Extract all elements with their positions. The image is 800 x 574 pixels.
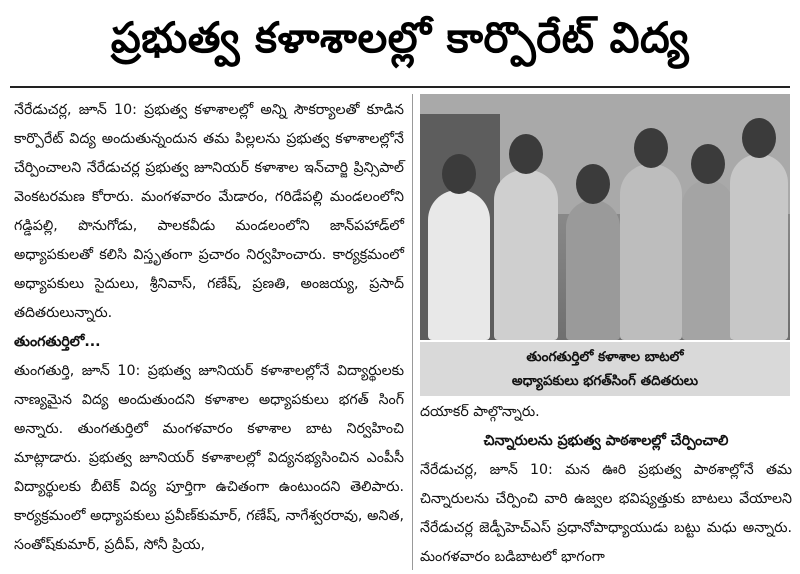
- right-continuation: దయాకర్ పాల్గొన్నారు.: [420, 404, 540, 420]
- column-divider: [412, 94, 413, 570]
- person-6: [730, 154, 788, 340]
- person-4: [620, 164, 682, 340]
- headline-divider: [10, 86, 790, 88]
- caption-line-2: అధ్యాపకులు భగత్‌సింగ్ తదితరులు: [511, 373, 699, 389]
- right-column: [420, 398, 792, 572]
- right-paragraph: నేరేడుచర్ల, జూన్ 10: మన ఊరి ప్రభుత్వ పాఠశాల్లోనే తమ చిన్నారులను చేర్పించి వారి ఉజ్వల భవిష్యత్తుకు బాటలు వేయాలని నేరేడుచర్ల జెడ్పీహెచ్ఎస్ ప్రధానోపాధ్యాయుడు బట్టు మధు అన్నారు. మంగళవారం బడిబాటలో భాగంగా: [420, 462, 792, 565]
- news-photo: [420, 94, 790, 340]
- person-2: [494, 170, 558, 340]
- left-column: [14, 96, 404, 560]
- left-subheading: తుంగతుర్తిలో...: [14, 334, 101, 350]
- photo-caption: [420, 342, 790, 396]
- right-subheading: చిన్నారులను ప్రభుత్వ పాఠశాలల్లో చేర్పించాలి: [483, 433, 729, 449]
- caption-line-1: తుంగతుర్తిలో కళాశాల బాటలో: [526, 349, 684, 365]
- article-headline: ప్రభుత్వ కళాశాలల్లో కార్పొరేట్ విద్య: [110, 13, 690, 62]
- left-paragraph-1: నేరేడుచర్ల, జూన్ 10: ప్రభుత్వ కళాశాలల్లో అన్ని సౌకర్యాలతో కూడిన కార్పొరేట్ విద్య అందుతున్నందున తమ పిల్లలను ప్రభుత్వ కళాశాలల్లోనే చేర్పించాలని నేరేడుచర్ల ప్రభుత్వ జూనియర్ కళాశాల ఇన్‌చార్జి ప్రిన్సిపాల్ వెంకటరమణ కోరారు. మంగళవారం మేడారం, గరిడేపల్లి మండలంలోని గడ్డిపల్లి, పొనుగోడు, పాలకవీడు మండలంలోని జాన్‌పహాడ్‌లో అధ్యాపకులతో కలిసి విస్తృతంగా ప్రచారం నిర్వహించారు. కార్యక్రమంలో అధ్యాపకులు సైదులు, శ్రీనివాస్, గణేష్, ప్రణతి, అంజయ్య, ప్రసాద్ తదితరులున్నారు.: [14, 102, 404, 321]
- person-3: [566, 200, 620, 340]
- left-paragraph-2: తుంగతుర్తి, జూన్ 10: ప్రభుత్వ జూనియర్ కళాశాలల్లోనే విద్యార్థులకు నాణ్యమైన విద్య అందుతుందని కళాశాల అధ్యాపకులు భగత్ సింగ్ అన్నారు. తుంగతుర్తిలో మంగళవారం కళాశాల బాట నిర్వహించి మాట్లాడారు. ప్రభుత్వ జూనియర్ కళాశాలల్లో విద్యనభ్యసించిన ఎంపీసీ విద్యార్థులకు బీటెక్ విద్య పూర్తిగా ఉచితంగా ఉంటుందని తెలిపారు. కార్యక్రమంలో అధ్యాపకులు ప్రవీణ్‌కుమార్, గణేష్, నాగేశ్వరరావు, అనిత, సంతోష్‌కుమార్, ప్రదీప్, సోనీ ప్రియ,: [14, 363, 404, 553]
- person-5: [682, 180, 734, 340]
- person-1: [428, 190, 490, 340]
